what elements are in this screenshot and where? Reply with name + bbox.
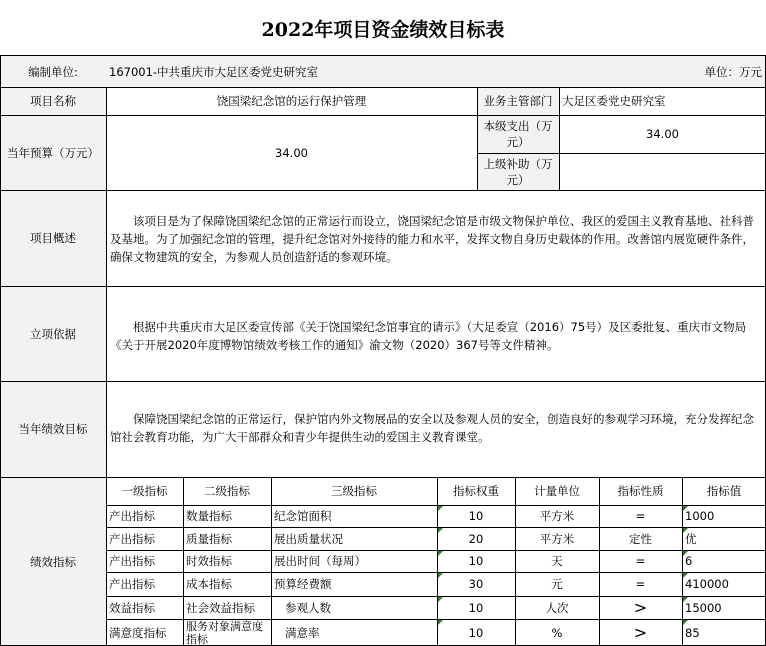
indicator-nature-cell: = (635, 577, 646, 591)
cell-marker (683, 597, 688, 602)
indicator-nature-cell: > (633, 622, 648, 642)
indicator-value-cell: 优 (685, 531, 697, 546)
goal-text: 保障饶国梁纪念馆的正常运行，保护馆内外文物展品的安全以及参观人员的安全，创造良好的参观学习环境，充分发挥纪念馆社会教育功能，为广大干部群众和青少年提供生动的爱国主义教育课堂。 (110, 412, 754, 444)
currency-unit: 单位：万元 (704, 64, 762, 79)
indicator-level1-cell: 产出指标 (109, 554, 155, 568)
basis-label: 立项依据 (30, 326, 76, 341)
budget-label: 当年预算（万元） (7, 145, 99, 160)
cell-marker (683, 551, 688, 556)
indicator-value-cell: 1000 (685, 509, 715, 523)
indicator-value-cell: 85 (685, 625, 700, 640)
indicator-level3-cell: 参观人数 (285, 600, 331, 615)
cell-marker (683, 528, 688, 533)
page-title: 2022年项目资金绩效目标表 (261, 18, 505, 41)
indicator-weight-cell: 30 (468, 577, 484, 591)
indicator-weight-cell: 10 (468, 554, 484, 568)
indicator-weight-cell: 20 (468, 531, 484, 546)
dept-value: 大足区委党史研究室 (562, 94, 666, 108)
indicator-header-nature: 指标性质 (617, 484, 664, 498)
indicator-level3-cell: 纪念馆面积 (274, 509, 332, 523)
indicator-level2-cell: 服务对象满意度指标 (186, 619, 263, 646)
indicator-level1-cell: 产出指标 (109, 577, 155, 591)
indicator-weight-cell: 10 (468, 509, 484, 523)
indicator-header-level1: 一级指标 (121, 484, 168, 498)
indicator-unit-cell: 平方米 (539, 509, 575, 523)
basis-text: 根据中共重庆市大足区委宣传部《关于饶国梁纪念馆事宜的请示》（大足委宣（2016）75号）及区委批复、重庆市文物局《关于开展2020年度博物馆绩效考核工作的通知》渝文物（2020）367号等文件精神。 (110, 320, 747, 352)
dept-label: 业务主管部门 (483, 94, 553, 108)
overview-label: 项目概述 (30, 231, 76, 245)
indicator-header-unit: 计量单位 (534, 484, 580, 498)
indicator-weight-cell: 10 (468, 625, 484, 640)
indicator-unit-cell: 人次 (545, 600, 569, 615)
indicator-header-level3: 三级指标 (331, 484, 377, 498)
project-name-label: 项目名称 (30, 94, 76, 108)
indicator-level3-cell: 展出时间（每周） (274, 554, 366, 568)
indicators-label: 绩效指标 (30, 554, 76, 569)
indicator-level2-cell: 质量指标 (186, 531, 232, 546)
cell-marker (683, 573, 688, 578)
indicator-level1-cell: 满意度指标 (109, 625, 167, 640)
indicator-value-cell: 15000 (685, 600, 722, 615)
indicator-level3-cell: 展出质量状况 (274, 531, 343, 546)
cell-marker (438, 573, 443, 578)
indicator-header-value: 指标值 (706, 484, 742, 498)
org-label: 编制单位: (28, 64, 78, 79)
indicator-nature-cell: = (635, 554, 646, 568)
indicator-level3-cell: 预算经费额 (274, 577, 332, 591)
indicator-unit-cell: % (551, 625, 563, 640)
indicator-unit-cell: 元 (551, 577, 563, 591)
org-value: 167001-中共重庆市大足区委党史研究室 (109, 64, 319, 79)
indicator-level1-cell: 产出指标 (109, 509, 155, 523)
overview-text: 该项目是为了保障饶国梁纪念馆的正常运行而设立，饶国梁纪念馆是市级文物保护单位、我区的爱国主义教育基地、社科普及基地。为了加强纪念馆的管理，提升纪念馆对外接待的能力和水平，发挥文物自身历史载体的作用。改善馆内展览硬件条件，确保文物建筑的安全，为参观人员创造舒适的参观环境。 (110, 214, 754, 264)
indicator-level2-cell: 数量指标 (186, 509, 232, 523)
indicator-weight-cell: 10 (468, 600, 484, 615)
cell-marker (438, 620, 443, 625)
indicator-header-weight: 指标权重 (453, 484, 499, 498)
cell-marker (438, 528, 443, 533)
cell-marker (438, 551, 443, 556)
indicator-header-level2: 二级指标 (204, 484, 250, 498)
goal-label: 当年绩效目标 (18, 422, 88, 436)
project-name-value: 饶国梁纪念馆的运行保护管理 (216, 94, 367, 108)
indicator-level1-cell: 效益指标 (109, 600, 155, 615)
cell-marker (683, 506, 688, 511)
indicator-nature-cell: > (633, 597, 648, 617)
cell-marker (438, 597, 443, 602)
indicator-value-cell: 6 (685, 554, 693, 568)
indicator-nature-cell: = (635, 509, 646, 523)
local-expense-label: 本级支出（万元） (483, 119, 553, 149)
upper-subsidy-label: 上级补助（万元） (483, 156, 553, 187)
budget-value: 34.00 (275, 145, 308, 160)
indicator-level1-cell: 产出指标 (109, 531, 155, 546)
indicator-nature-cell: 定性 (629, 531, 652, 546)
local-expense-value: 34.00 (646, 127, 679, 141)
cell-marker (683, 620, 688, 625)
indicator-unit-cell: 天 (551, 554, 563, 568)
indicator-level3-cell: 满意率 (285, 625, 320, 640)
upper-subsidy-value (559, 153, 766, 190)
indicator-value-cell: 410000 (685, 577, 729, 591)
indicator-unit-cell: 平方米 (539, 531, 575, 546)
indicator-level2-cell: 社会效益指标 (186, 600, 255, 615)
indicator-level2-cell: 成本指标 (186, 577, 232, 591)
indicator-level2-cell: 时效指标 (186, 554, 232, 568)
cell-marker (438, 506, 443, 511)
